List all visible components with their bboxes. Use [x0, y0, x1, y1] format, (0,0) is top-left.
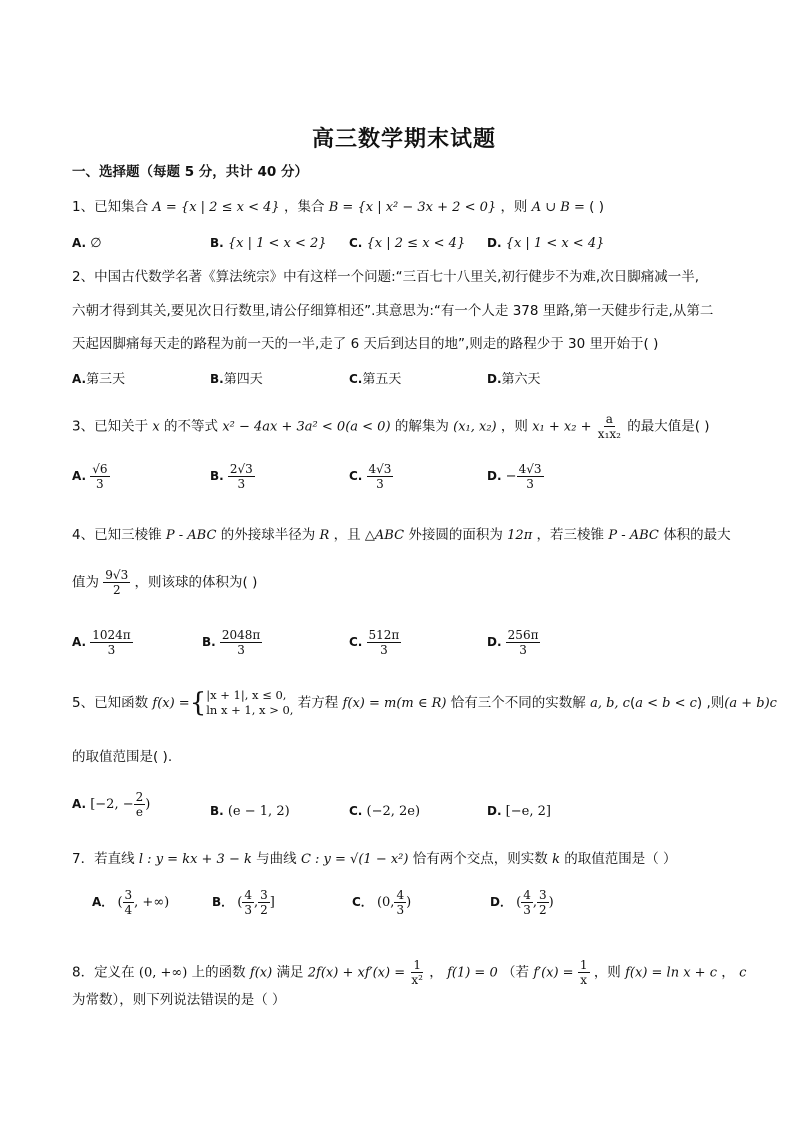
q4-option-c[interactable]: C. $\frac{512\pi}{3}$	[349, 628, 400, 657]
q2-option-d[interactable]: D.第六天	[487, 372, 541, 387]
q3-option-b[interactable]: B. $\frac{2√3}{3}$	[210, 462, 253, 491]
q3-option-d[interactable]: D. − $\frac{4√3}{3}$	[487, 462, 542, 491]
q5-option-b[interactable]: B. (e − 1, 2)	[210, 804, 290, 819]
q1-option-c[interactable]: C. {x | 2 ≤ x < 4}	[349, 236, 466, 251]
q5-option-a[interactable]: A. [−2, − $\frac{2}{e}$ )	[72, 790, 151, 819]
q4-line-2: 值为 $\frac{9√3}{2}$ ，则该球的体积为( )	[72, 568, 258, 597]
question-7: 7．若直线 l : y = kx + 3 − k 与曲线 C : y = √(1 − x²) 恰有两个交点，则实数 k 的取值范围是（ ）	[72, 851, 677, 867]
q2-option-c[interactable]: C.第五天	[349, 372, 402, 387]
q4-option-d[interactable]: D. $\frac{256\pi}{3}$	[487, 628, 539, 657]
q7-option-c[interactable]: C． (0, $\frac{4}{3}$ )	[352, 888, 412, 917]
q3-fraction: $\frac{a}{\text{x₁x₂}}$	[597, 412, 621, 441]
q7-option-d[interactable]: D． ( $\frac{4}{3}$ , $\frac{3}{2}$ )	[490, 888, 554, 917]
q4-option-a[interactable]: A. $\frac{1024\pi}{3}$	[72, 628, 131, 657]
q2-option-a[interactable]: A.第三天	[72, 372, 126, 387]
q3-option-a[interactable]: A. $\frac{√6}{3}$	[72, 462, 108, 491]
q1-set-a: A = {x | 2 ≤ x < 4}	[152, 200, 280, 215]
q1-option-a[interactable]: A. ∅	[72, 236, 102, 251]
q7-option-a[interactable]: A． ( $\frac{3}{4}$ , +∞)	[92, 888, 170, 917]
question-5: 5、已知函数 f(x) ={ |x + 1|, x ≤ 0, ln x + 1, x > 0, 若方程 f(x) = m(m ∈ R) 恰有三个不同的实数解 a, b, c(a < b < c) ,则(a + b)c	[72, 688, 777, 718]
q3-option-c[interactable]: C. $\frac{4√3}{3}$	[349, 462, 392, 491]
q1-answer-blank: ( )	[589, 199, 604, 215]
q2-line-2: 六朝才得到其关,要见次日行数里,请公仔细算相还”.其意思为:“有一个人走 378 里路,第一天健步行走,从第二	[72, 303, 714, 319]
q7-option-b[interactable]: B． ( $\frac{4}{3}$ , $\frac{3}{2}$ ]	[212, 888, 275, 917]
section-heading: 一、选择题（每题 5 分，共计 40 分）	[72, 164, 308, 180]
question-8: 8．定义在 (0, +∞) 上的函数 f(x) 满足 2f(x) + xf′(x) = $\frac{1}{\text{x²}}$ ， f(1) = 0 （若 f′(x) = $\frac{1}{x}$ ，则 f(x) = ln x + c ， c	[72, 958, 747, 987]
question-4: 4、已知三棱锥 P - ABC 的外接球半径为 R ，且 △ABC 外接圆的面积为 12π ，若三棱锥 P - ABC 体积的最大	[72, 527, 731, 543]
question-1	[72, 198, 604, 217]
q1-option-b[interactable]: B. {x | 1 < x < 2}	[210, 236, 327, 251]
q1-option-d[interactable]: D. {x | 1 < x < 4}	[487, 236, 605, 251]
q2-line-1: 2、中国古代数学名著《算法统宗》中有这样一个问题:“三百七十八里关,初行健步不为难,次日脚痛减一半,	[72, 269, 700, 285]
q1-set-b: B = {x | x² − 3x + 2 < 0}	[328, 200, 497, 215]
q1-expr: A ∪ B =	[531, 200, 585, 215]
q4-option-b[interactable]: B. $\frac{2048\pi}{3}$	[202, 628, 261, 657]
q5-line-2: 的取值范围是( ).	[72, 749, 173, 765]
question-3: 3、已知关于 x 的不等式 x² − 4ax + 3a² < 0(a < 0) 的解集为 (x₁, x₂) ，则 x₁ + x₂ + $\frac{a}{\text{x₁x₂}}$ 的最大值是( )	[72, 412, 710, 441]
q8-line-2: 为常数），则下列说法错误的是（ ）	[72, 992, 286, 1008]
q5-option-d[interactable]: D. [−e, 2]	[487, 804, 551, 819]
brace-icon: {	[189, 688, 207, 718]
q1-text: 1、已知集合	[72, 199, 149, 215]
q2-option-b[interactable]: B.第四天	[210, 372, 263, 387]
q2-line-3: 天起因脚痛每天走的路程为前一天的一半,走了 6 天后到达目的地”,则走的路程少于 30 里开始于( )	[72, 336, 659, 352]
q5-piecewise: |x + 1|, x ≤ 0, ln x + 1, x > 0,	[206, 688, 294, 717]
q3-inequality: x² − 4ax + 3a² < 0(a < 0)	[222, 419, 391, 435]
q5-option-c[interactable]: C. (−2, 2e)	[349, 804, 421, 819]
q1-text: ，集合	[283, 199, 325, 215]
q1-text: ，则	[500, 199, 528, 215]
page-title: 高三数学期末试题	[312, 127, 497, 152]
